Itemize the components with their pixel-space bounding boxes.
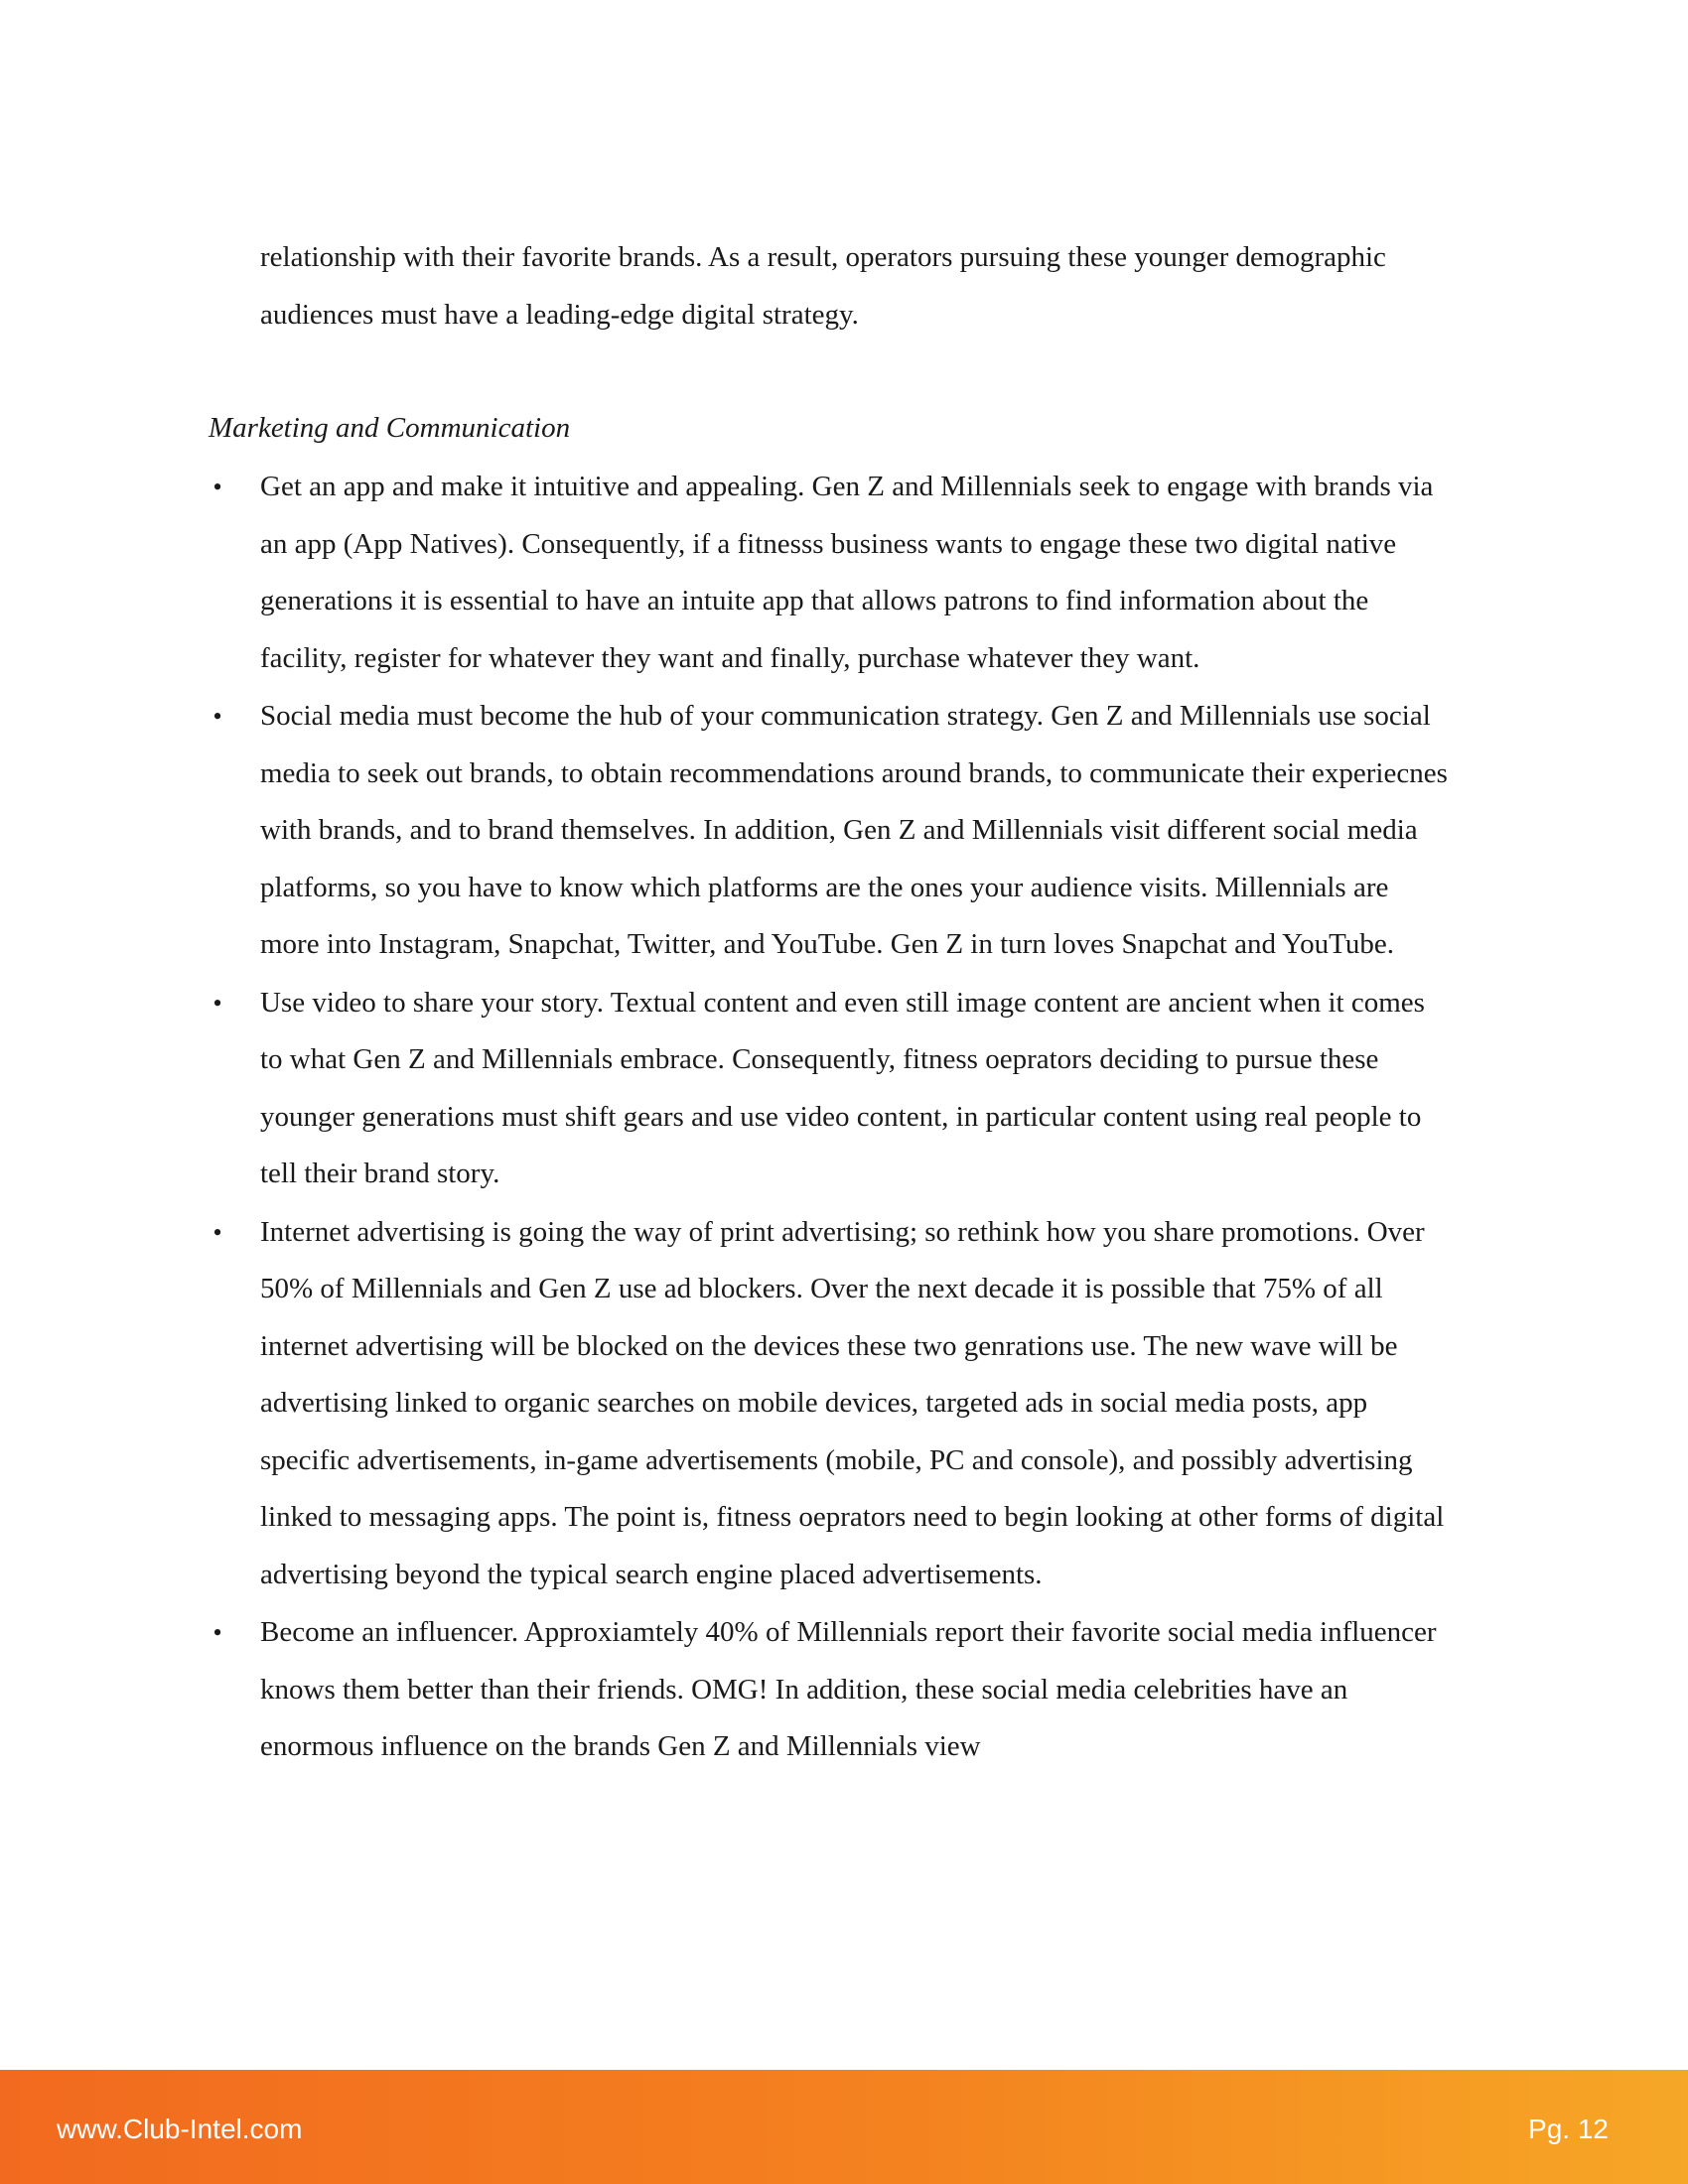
list-item-text: Social media must become the hub of your communication strategy. Gen Z and Millennials use social media to seek out brands, to obtain recommendations around brands, to communicate their experiecnes with brands, and to brand themselves. In addition, Gen Z and Millennials visit different social media platforms, so you have to know which platforms are the ones your audience visits. Millennials are more into Instagram, Snapchat, Twitter, and YouTube. Gen Z in turn loves Snapchat and YouTube. [260, 700, 1448, 960]
footer-website-link[interactable]: www.Club-Intel.com [57, 2114, 303, 2144]
bullet-list [209, 459, 1450, 1776]
section-heading: Marketing and Communication [209, 412, 571, 444]
footer-bar [0, 2070, 1688, 2184]
list-item-text: Use video to share your story. Textual content and even still image content are ancient when it comes to what Gen Z and Millennials embrace. Consequently, fitness oeprators deciding to pursue these younger generations must shift gears and use video content, in particular content using real people to tell their brand story. [260, 986, 1425, 1189]
bullet-icon: • [212, 702, 222, 731]
list-item [209, 459, 1450, 687]
list-item [209, 1204, 1450, 1604]
list-item-text: Become an influencer. Approxiamtely 40% of Millennials report their favorite social media influencer knows them better than their friends. OMG! In addition, these social media celebrities have an enormous influence on the brands Gen Z and Millennials view [260, 1616, 1437, 1762]
page-content [209, 229, 1450, 1777]
list-item-text: Get an app and make it intuitive and appealing. Gen Z and Millennials seek to engage with brands via an app (App Natives). Consequently, if a fitnesss business wants to engage these two digital native generations it is essential to have an intuite app that allows patrons to find information about the facility, register for whatever they want and finally, purchase whatever they want. [260, 471, 1434, 674]
list-item [209, 688, 1450, 974]
bullet-icon: • [212, 473, 222, 501]
bullet-icon: • [212, 1217, 222, 1247]
page-number: Pg. 12 [1528, 2114, 1609, 2144]
list-item [209, 1604, 1450, 1776]
bullet-icon: • [212, 988, 222, 1018]
intro-paragraph: relationship with their favorite brands. As a result, operators pursuing these younger demographic audiences must have a leading-edge digital strategy. [260, 241, 1386, 331]
list-item-text: Internet advertising is going the way of print advertising; so rethink how you share promotions. Over 50% of Millennials and Gen Z use ad blockers. Over the next decade it is possible that 75% of all internet advertising will be blocked on the devices these two genrations use. The new wave will be advertising linked to organic searches on mobile devices, targeted ads in social media posts, app specific advertisements, in-game advertisements (mobile, PC and console), and possibly advertising linked to messaging apps. The point is, fitness oeprators need to begin looking at other forms of digital advertising beyond the typical search engine placed advertisements. [260, 1215, 1445, 1590]
list-item [209, 975, 1450, 1203]
bullet-icon: • [212, 1618, 222, 1647]
